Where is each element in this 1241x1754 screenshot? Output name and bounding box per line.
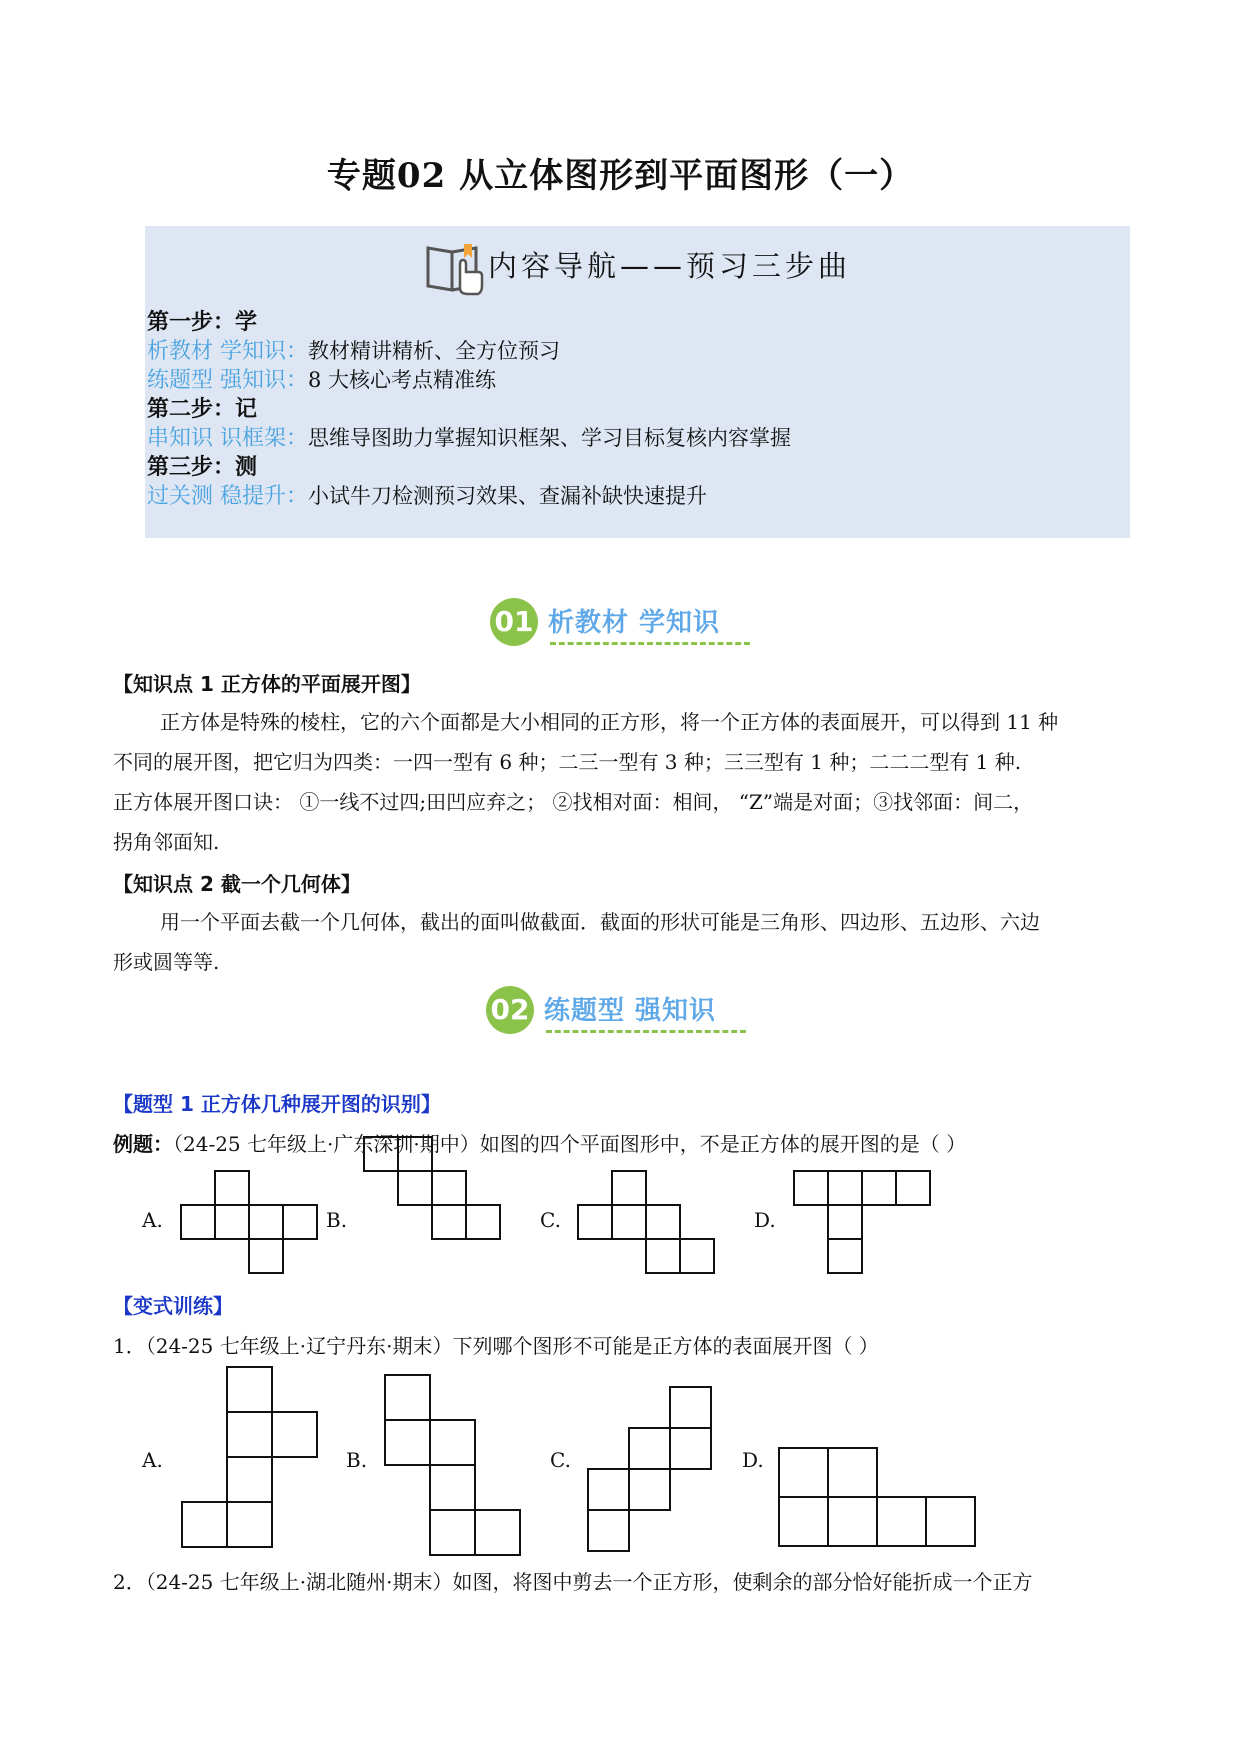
q1-net-c-square <box>587 1468 630 1511</box>
q1-net-a-square <box>226 1411 273 1458</box>
nav-heading-text: 内容导航——预习三步曲 <box>487 249 851 283</box>
nav-heading <box>145 240 1130 296</box>
question-type-1-heading: 【题型 1 正方体几种展开图的识别】 <box>113 1092 441 1116</box>
example-option-b: B. <box>326 1208 348 1232</box>
q1-net-d-square <box>876 1496 927 1547</box>
nav-item-label: 串知识 识框架： <box>147 426 308 451</box>
q1-net-d-square <box>827 1496 878 1547</box>
nav-item-1 <box>147 337 791 366</box>
example-net-b-square <box>431 1170 467 1206</box>
question-1: 1．（24-25 七年级上·辽宁丹东·期末）下列哪个图形不可能是正方体的表面展开图（ ） <box>113 1334 879 1358</box>
knowledge-point-1-heading: 【知识点 1 正方体的平面展开图】 <box>113 672 421 696</box>
kp1-paragraph-line4: 拐角邻面知. <box>113 830 220 854</box>
q1-net-b-square <box>384 1374 431 1421</box>
nav-item-4 <box>147 482 791 511</box>
example-text: （24-25 七年级上·广东深圳·期中）如图的四个平面图形中，不是正方体的展开图的是（ ） <box>173 1132 967 1156</box>
example-net-d-square <box>861 1170 897 1206</box>
example-net-a-square <box>248 1238 284 1274</box>
nav-step-3: 第三步：测 <box>147 455 258 480</box>
kp2-paragraph-line2: 形或圆等等. <box>113 950 220 974</box>
q1-net-c-square <box>669 1386 712 1429</box>
section-underline <box>550 642 750 645</box>
kp1-paragraph-line2: 不同的展开图，把它归为四类：一四一型有 6 种；二三一型有 3 种；三三型有 1 种；二二二型有 1 种. <box>113 750 1022 774</box>
q1-option-c: C. <box>550 1448 571 1472</box>
q1-option-b: B. <box>346 1448 368 1472</box>
q1-option-a: A. <box>142 1448 163 1472</box>
q1-net-b-square <box>429 1464 476 1511</box>
question-2: 2．（24-25 七年级上·湖北随州·期末）如图，将图中剪去一个正方形，使剩余的部分恰好能折成一个正方 <box>113 1570 1033 1594</box>
q1-option-d: D. <box>742 1448 764 1472</box>
q1-net-a-square <box>226 1501 273 1548</box>
example-net-b-square <box>397 1136 433 1172</box>
q1-net-a-square <box>271 1411 318 1458</box>
q1-net-d-square <box>778 1447 829 1498</box>
example-label: 例题： <box>113 1132 173 1156</box>
example-option-a: A. <box>142 1208 163 1232</box>
example-net-c-square <box>611 1170 647 1206</box>
q1-net-c-square <box>587 1509 630 1552</box>
nav-step-1: 第一步：学 <box>147 310 258 335</box>
example-net-b-square <box>397 1170 433 1206</box>
section-number: 01 <box>490 598 538 646</box>
q1-net-d-square <box>827 1447 878 1498</box>
nav-item-text: 小试牛刀检测预习效果、查漏补缺快速提升 <box>308 484 707 508</box>
nav-item-text: 思维导图助力掌握知识框架、学习目标复核内容掌握 <box>308 426 791 450</box>
nav-item-2 <box>147 366 791 395</box>
example-net-c-square <box>645 1204 681 1240</box>
example-net-d-square <box>793 1170 829 1206</box>
example-question <box>113 1128 966 1157</box>
example-net-c-square <box>611 1204 647 1240</box>
book-pointer-icon <box>424 240 486 296</box>
kp1-paragraph-line3: 正方体展开图口诀： ①一线不过四;田凹应弃之； ②找相对面：相间， “Z”端是对面；③找邻面：间二， <box>113 790 1034 814</box>
example-net-a-square <box>214 1204 250 1240</box>
page-title: 专题02 从立体图形到平面图形（一） <box>326 156 915 196</box>
example-net-c-square <box>577 1204 613 1240</box>
example-net-d-square <box>827 1238 863 1274</box>
nav-item-3 <box>147 424 791 453</box>
q1-net-b-square <box>474 1509 521 1556</box>
q1-net-d-square <box>925 1496 976 1547</box>
nav-item-label: 析教材 学知识： <box>147 339 308 364</box>
nav-item-label: 练题型 强知识： <box>147 368 308 393</box>
example-net-c-square <box>679 1238 715 1274</box>
example-net-c-square <box>645 1238 681 1274</box>
kp2-paragraph-line1: 用一个平面去截一个几何体，截出的面叫做截面．截面的形状可能是三角形、四边形、五边形、六边 <box>160 910 1040 934</box>
example-option-c: C. <box>540 1208 561 1232</box>
nav-step-2: 第二步：记 <box>147 397 258 422</box>
q1-net-b-square <box>384 1419 431 1466</box>
q1-net-c-square <box>669 1427 712 1470</box>
example-net-d-square <box>827 1204 863 1240</box>
section-label: 析教材 学知识 <box>548 608 721 638</box>
example-net-a-square <box>214 1170 250 1206</box>
variant-training-heading: 【变式训练】 <box>113 1294 233 1318</box>
section-label: 练题型 强知识 <box>544 996 717 1026</box>
kp1-paragraph-line1: 正方体是特殊的棱柱，它的六个面都是大小相同的正方形，将一个正方体的表面展开，可以得到 11 种 <box>160 710 1059 734</box>
knowledge-point-2-heading: 【知识点 2 截一个几何体】 <box>113 872 361 896</box>
q1-net-b-square <box>429 1419 476 1466</box>
q1-net-d-square <box>778 1496 829 1547</box>
q1-net-a-square <box>181 1501 228 1548</box>
section-underline <box>546 1030 746 1033</box>
q1-net-c-square <box>628 1468 671 1511</box>
nav-lines <box>147 308 791 511</box>
example-net-d-square <box>827 1170 863 1206</box>
example-net-a-square <box>282 1204 318 1240</box>
nav-item-text: 8 大核心考点精准练 <box>308 368 497 392</box>
example-net-b-square <box>431 1204 467 1240</box>
q1-net-b-square <box>429 1509 476 1556</box>
example-net-b-square <box>363 1136 399 1172</box>
example-option-d: D. <box>754 1208 776 1232</box>
example-net-a-square <box>248 1204 284 1240</box>
section-number: 02 <box>486 986 534 1034</box>
content-navigation-box <box>145 226 1130 538</box>
nav-item-label: 过关测 稳提升： <box>147 484 308 509</box>
q1-net-a-square <box>226 1456 273 1503</box>
nav-item-text: 教材精讲精析、全方位预习 <box>308 339 560 363</box>
q1-net-a-square <box>226 1366 273 1413</box>
q1-net-c-square <box>628 1427 671 1470</box>
example-net-a-square <box>180 1204 216 1240</box>
example-net-b-square <box>465 1204 501 1240</box>
example-net-d-square <box>895 1170 931 1206</box>
